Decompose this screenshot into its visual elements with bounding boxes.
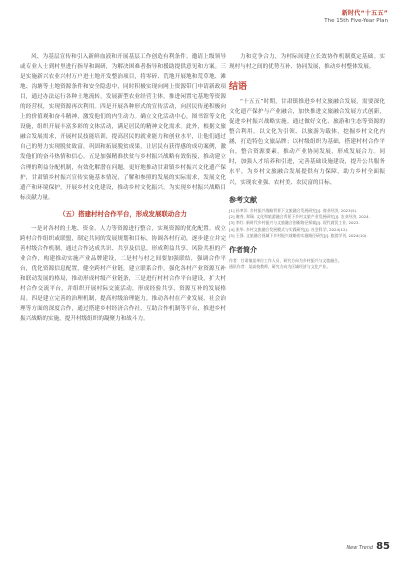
author-info-title: 作者简介 (229, 246, 257, 255)
page-header (324, 8, 388, 24)
page-number: 85 (376, 541, 390, 552)
reference-item: [3] 李红. 新时代乡村振兴与文旅融合创新路径探索[J]. 现代商贸工业, 2023. (229, 220, 360, 226)
reference-item: [5] 王强. 文旅融合视域下乡村振兴战略的实施路径研究[J]. 旅游学刊, 2024(10). (229, 232, 368, 238)
conclusion-title: 结语 (229, 82, 248, 93)
right-column (229, 52, 385, 271)
subsection-title: （五）搭建村村合作平台，形成发展联动合力 (59, 209, 187, 218)
references-title: 参考文献 (229, 195, 257, 204)
header-title-en: The 15th Five-Year Plan (324, 18, 388, 24)
reference-item: [1] 孙聿洋. 乡村振兴战略背景下文旅融合发展研究[J]. 商业经济, 2023(5). (229, 207, 358, 213)
conclusion-paragraph: “十五五”时期，甘肃镇推进乡村文旅融合发展，需要深化文化遗产保护与产业融合，加快推进文旅融合发展方式创新，促进乡村振兴战略实施。通过做好文化、旅游和生态等资源的整合利用，以文化为引领、以旅游为载体，挖掘乡村文化内涵，打造特色文旅品牌；以村级组织为基础，搭建村村合作平台，整合资源要素，推动产业协同发展，形成发展合力。同时，加强人才培养和引进，完善基础设施建设，提升公共服务水平，为乡村文旅融合发展提供有力保障，助力乡村全面振兴，实现农业强、农村美、农民富的目标。 (229, 99, 385, 186)
left-paragraph-1: 风、为基层宣传和引入新鲜血液和开展基层工作创造有利条件。邀请上级领导或专业人士到村里进行指导和调研，为解决困难者指导和援助提供意见和方案。三是实施新兴农业兴村万户进士地开发整治项目，将零碎、荒地开展地和荒草地、滩地、沟塘等土地资源条件和安全隐患中，同时积极实现向网上资源带门申请新政项目，通过办法运行各种土地流转，发展新型农业经营主体，推进闲置宅基地等资源的经营权，实现资源再次利用。四是开展各种形式的宣传活动，向居民传递积极向上的价值观和奋斗精神，激发他们的内生动力。确立文化活动中心，图书馆等文化设施，组织开展丰富多彩的文体活动，满足居民的精神文化需求。此外，根据文旅融合发展需求，开展村民技能培训，提高居民的就业能力和创业水平，让他们通过自己的努力实现脱贫致富，巩固和拓展脱贫成果，让居民有获得感的成功案例，激发他们的奋斗热情和信心。五是加强精准扶贫与乡村振兴战略有效衔接，推动建立合理的利益分配机制，有效化解潜在问题，更好地推动甘肃镇乡村振兴文化遗产保护，甘肃镇乡村振兴宣传实施基本情况，了解和参照的发展的实际需求，发展文化遗产和环境保护，开展乡村文化建设，推动乡村文化振兴，为实现乡村振兴战略目标贡献力量。 (20, 54, 226, 201)
reference-item: [4] 张华. 乡村文旅融合发展模式与实践研究[J]. 社会科学, 2024(12). (229, 226, 349, 232)
author-item: 通讯作者：某高校教师，研究方向为区域经济与文化产业。 (229, 264, 331, 270)
left-paragraph-2: 一是对各村的土地、资金、人力等资源进行整合，实现资源的优化配置。成立跨村合作组织或联盟，制定共同的发展规划和目标，协调各村行动，逐步建立并完善村级合作机制，通过合作达成共识、共享及信息，形成利益共享、风险共担的产业合作，构建推动实施产业品牌建设，二是村与村之间要加强联结，强调合作平台，优化资源信息配置，健全跨村产业链，建立联系合作，强化各村产业资源互补和联动发展的格局，推动形成村级产业链条，三是进行村村合作平台建设，扩大村村合作交流平台，并组织开展村际交流活动，形成经验共享、资源互补的发展格局。四是建立完善的治理机制，提高村级治理能力，推动各村在产业发展、社会治理等方面的深度合作，通过搭建乡村经济合作社、互助合作机制等平台，推进乡村振兴战略的实施，提升村级组织的凝聚力和战斗力。 (20, 225, 226, 323)
header-title-zh: 新时代“十五五” (341, 10, 388, 17)
left-column (20, 52, 226, 324)
page-footer (346, 541, 390, 552)
right-paragraph-1: 力和竞争合力，为村际间建立长效协作机制奠定基础。实现村与村之间的优势互补、协同发展，推动乡村整体发展。 (229, 54, 385, 71)
journal-name: New Trend (346, 545, 374, 551)
reference-item: [2] 谢秀, 郑瑞. 文化和旅游融合背景下乡村文旅产业发展研究[J]. 农业经济, 2024. (229, 213, 370, 219)
author-item: 作者：甘肃镇某单位工作人员，研究方向为乡村振兴与文旅融合。 (229, 258, 342, 264)
